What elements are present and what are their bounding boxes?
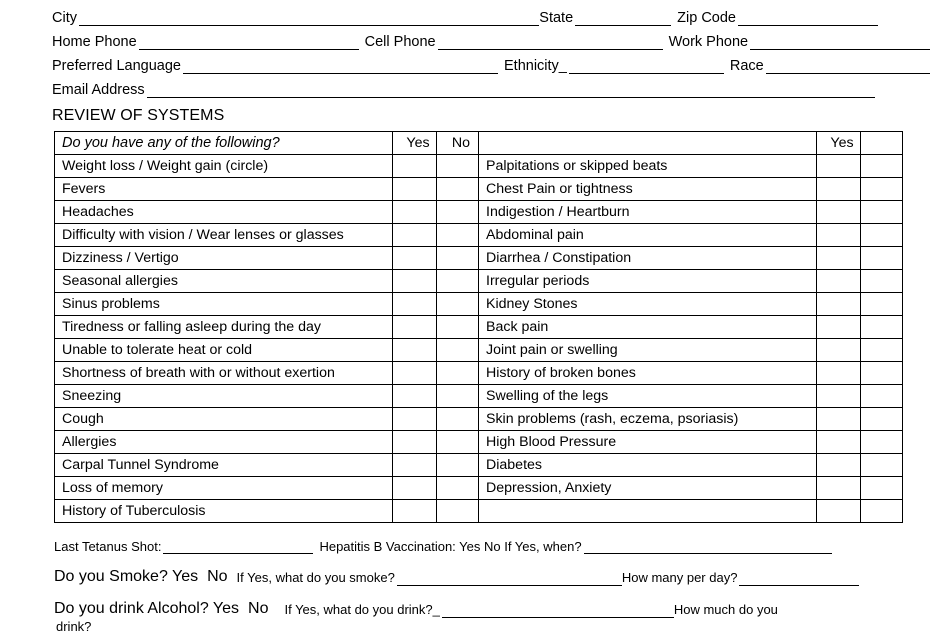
ros-item-right: Skin problems (rash, eczema, psoriasis) <box>479 408 817 431</box>
table-row <box>55 201 903 224</box>
ros-item-right: Back pain <box>479 316 817 339</box>
zip-code-label: Zip Code <box>677 10 736 26</box>
ros-item-left: Tiredness or falling asleep during the day <box>55 316 393 339</box>
ros-item-right: Palpitations or skipped beats <box>479 155 817 178</box>
ros-item-left: Sinus problems <box>55 293 393 316</box>
address-row <box>52 2 878 26</box>
table-row <box>55 339 903 362</box>
ros-yes-checkbox-right[interactable] <box>817 178 861 201</box>
ros-no-checkbox-left[interactable] <box>437 408 479 431</box>
ros-yes-header-left: Yes <box>393 132 437 155</box>
ros-item-right: Chest Pain or tightness <box>479 178 817 201</box>
review-of-systems-title: REVIEW OF SYSTEMS <box>52 107 225 124</box>
ros-item-right: Diabetes <box>479 454 817 477</box>
ros-right-header <box>479 132 817 155</box>
race-label: Race <box>729 58 764 74</box>
smoke-type-input-line[interactable] <box>397 570 622 586</box>
ros-item-left: Cough <box>55 408 393 431</box>
ros-no-checkbox-right[interactable] <box>861 454 903 477</box>
review-of-systems-table <box>54 131 903 523</box>
ros-prompt-header: Do you have any of the following? <box>55 132 393 155</box>
ros-item-right: Irregular periods <box>479 270 817 293</box>
preferred-language-label: Preferred Language <box>52 58 181 74</box>
smoke-question-label: Do you Smoke? Yes <box>54 568 199 585</box>
ros-yes-header-right: Yes <box>817 132 861 155</box>
ros-yes-checkbox-left[interactable] <box>393 500 437 523</box>
ros-yes-checkbox-left[interactable] <box>393 362 437 385</box>
ros-no-checkbox-right[interactable] <box>861 155 903 178</box>
ros-no-checkbox-left[interactable] <box>437 477 479 500</box>
table-row <box>55 316 903 339</box>
ros-yes-checkbox-right[interactable] <box>817 224 861 247</box>
alcohol-no-option[interactable]: No <box>248 600 269 617</box>
vaccination-row <box>54 532 878 554</box>
smoke-per-day-input-line[interactable] <box>739 570 859 586</box>
email-address-input-line[interactable] <box>147 82 875 98</box>
work-phone-input-line[interactable] <box>750 34 930 50</box>
ros-no-header-right <box>861 132 903 155</box>
smoking-row <box>54 560 878 586</box>
ros-item-left: Seasonal allergies <box>55 270 393 293</box>
home-phone-label: Home Phone <box>52 34 137 50</box>
ros-yes-checkbox-right[interactable] <box>817 293 861 316</box>
ros-yes-checkbox-right[interactable] <box>817 385 861 408</box>
city-label: City <box>52 10 77 26</box>
table-row <box>55 477 903 500</box>
ros-item-left: Weight loss / Weight gain (circle) <box>55 155 393 178</box>
table-row <box>55 362 903 385</box>
ros-no-checkbox-left[interactable] <box>437 247 479 270</box>
ros-no-checkbox-left[interactable] <box>437 224 479 247</box>
alcohol-amount-label: How much do you <box>673 602 778 617</box>
demographics-section <box>52 0 878 98</box>
ros-yes-checkbox-right[interactable] <box>817 339 861 362</box>
table-row <box>55 500 903 523</box>
ros-yes-checkbox-left[interactable] <box>393 316 437 339</box>
table-row <box>55 270 903 293</box>
ros-no-checkbox-right[interactable] <box>861 178 903 201</box>
alcohol-type-input-line[interactable] <box>442 602 674 618</box>
ros-yes-checkbox-right[interactable] <box>817 454 861 477</box>
ros-no-checkbox-right[interactable] <box>861 270 903 293</box>
alcohol-question-label: Do you drink Alcohol? Yes <box>54 600 240 617</box>
ros-item-right: History of broken bones <box>479 362 817 385</box>
alcohol-followup-label: If Yes, what do you drink?_ <box>284 602 440 617</box>
ros-no-checkbox-left[interactable] <box>437 362 479 385</box>
race-input-line[interactable] <box>766 58 930 74</box>
ros-yes-checkbox-left[interactable] <box>393 385 437 408</box>
table-row <box>55 454 903 477</box>
ros-no-checkbox-right[interactable] <box>861 224 903 247</box>
language-ethnicity-race-row <box>52 50 878 74</box>
preferred-language-input-line[interactable] <box>183 58 498 74</box>
hepatitis-b-vaccination-label: Hepatitis B Vaccination: Yes No If Yes, when? <box>319 539 582 554</box>
table-row <box>55 224 903 247</box>
ethnicity-label: Ethnicity_ <box>504 58 567 74</box>
last-tetanus-shot-input-line[interactable] <box>163 538 313 554</box>
email-address-label: Email Address <box>52 82 145 98</box>
ros-yes-checkbox-left[interactable] <box>393 224 437 247</box>
ros-yes-checkbox-right[interactable] <box>817 408 861 431</box>
table-row <box>55 293 903 316</box>
ros-item-right: Indigestion / Heartburn <box>479 201 817 224</box>
ros-item-right: Joint pain or swelling <box>479 339 817 362</box>
state-input-line[interactable] <box>575 10 671 26</box>
ros-item-left: Difficulty with vision / Wear lenses or glasses <box>55 224 393 247</box>
ros-no-checkbox-left[interactable] <box>437 385 479 408</box>
ros-item-right: High Blood Pressure <box>479 431 817 454</box>
phones-row <box>52 26 878 50</box>
ros-no-checkbox-right[interactable] <box>861 316 903 339</box>
ros-item-right: Swelling of the legs <box>479 385 817 408</box>
ros-no-checkbox-right[interactable] <box>861 339 903 362</box>
ros-item-left: Dizziness / Vertigo <box>55 247 393 270</box>
ros-yes-checkbox-right[interactable] <box>817 201 861 224</box>
alcohol-amount-label-continued: drink? <box>56 619 92 634</box>
table-row <box>55 385 903 408</box>
ros-no-checkbox-right[interactable] <box>861 247 903 270</box>
ros-no-checkbox-left[interactable] <box>437 293 479 316</box>
ros-yes-checkbox-right[interactable] <box>817 431 861 454</box>
table-row <box>55 247 903 270</box>
state-label: State <box>539 10 574 26</box>
ros-no-header-left: No <box>437 132 479 155</box>
ros-table-body <box>55 132 903 523</box>
ros-yes-checkbox-left[interactable] <box>393 431 437 454</box>
city-input-line[interactable] <box>79 10 539 26</box>
ros-item-right: Kidney Stones <box>479 293 817 316</box>
hepatitis-b-date-input-line[interactable] <box>584 538 832 554</box>
ros-no-checkbox-left[interactable] <box>437 454 479 477</box>
ros-item-right <box>479 500 817 523</box>
last-tetanus-shot-label: Last Tetanus Shot: <box>54 539 162 554</box>
ros-yes-checkbox-right[interactable] <box>817 155 861 178</box>
alcohol-row <box>54 592 878 618</box>
ros-item-left: Allergies <box>55 431 393 454</box>
table-row <box>55 431 903 454</box>
ros-item-left: History of Tuberculosis <box>55 500 393 523</box>
table-row <box>55 178 903 201</box>
ros-item-right: Abdominal pain <box>479 224 817 247</box>
zip-code-input-line[interactable] <box>738 10 878 26</box>
ros-yes-checkbox-left[interactable] <box>393 293 437 316</box>
ros-no-checkbox-right[interactable] <box>861 431 903 454</box>
cell-phone-label: Cell Phone <box>364 34 436 50</box>
ros-no-checkbox-right[interactable] <box>861 500 903 523</box>
ros-item-right: Diarrhea / Constipation <box>479 247 817 270</box>
ros-item-left: Unable to tolerate heat or cold <box>55 339 393 362</box>
ros-item-left: Fevers <box>55 178 393 201</box>
ros-yes-checkbox-left[interactable] <box>393 477 437 500</box>
ros-no-checkbox-right[interactable] <box>861 293 903 316</box>
ros-item-right: Depression, Anxiety <box>479 477 817 500</box>
ros-yes-checkbox-right[interactable] <box>817 270 861 293</box>
table-row <box>55 408 903 431</box>
ros-no-checkbox-right[interactable] <box>861 477 903 500</box>
ros-no-checkbox-right[interactable] <box>861 201 903 224</box>
ros-yes-checkbox-right[interactable] <box>817 316 861 339</box>
ethnicity-input-line[interactable] <box>569 58 724 74</box>
ros-no-checkbox-right[interactable] <box>861 362 903 385</box>
ros-no-checkbox-left[interactable] <box>437 201 479 224</box>
ros-no-checkbox-left[interactable] <box>437 270 479 293</box>
smoke-followup-label: If Yes, what do you smoke? <box>236 570 395 585</box>
ros-item-left: Shortness of breath with or without exertion <box>55 362 393 385</box>
ros-item-left: Loss of memory <box>55 477 393 500</box>
ros-item-left: Carpal Tunnel Syndrome <box>55 454 393 477</box>
ros-no-checkbox-left[interactable] <box>437 431 479 454</box>
ros-no-checkbox-left[interactable] <box>437 178 479 201</box>
ros-yes-checkbox-right[interactable] <box>817 247 861 270</box>
cell-phone-input-line[interactable] <box>438 34 663 50</box>
ros-yes-checkbox-left[interactable] <box>393 454 437 477</box>
ros-no-checkbox-left[interactable] <box>437 500 479 523</box>
ros-item-left: Headaches <box>55 201 393 224</box>
history-questions-section <box>54 532 878 634</box>
smoke-per-day-label: How many per day? <box>621 570 738 585</box>
ros-yes-checkbox-left[interactable] <box>393 408 437 431</box>
ros-header-row <box>55 132 903 155</box>
table-row <box>55 155 903 178</box>
ros-item-left: Sneezing <box>55 385 393 408</box>
ros-yes-checkbox-left[interactable] <box>393 270 437 293</box>
email-row <box>52 74 878 98</box>
ros-no-checkbox-right[interactable] <box>861 408 903 431</box>
ros-yes-checkbox-left[interactable] <box>393 155 437 178</box>
ros-yes-checkbox-right[interactable] <box>817 362 861 385</box>
ros-no-checkbox-left[interactable] <box>437 339 479 362</box>
ros-yes-checkbox-right[interactable] <box>817 500 861 523</box>
work-phone-label: Work Phone <box>668 34 749 50</box>
ros-yes-checkbox-left[interactable] <box>393 201 437 224</box>
ros-no-checkbox-right[interactable] <box>861 385 903 408</box>
smoke-no-option[interactable]: No <box>207 568 228 585</box>
ros-no-checkbox-left[interactable] <box>437 155 479 178</box>
home-phone-input-line[interactable] <box>139 34 359 50</box>
ros-yes-checkbox-right[interactable] <box>817 477 861 500</box>
ros-yes-checkbox-left[interactable] <box>393 247 437 270</box>
ros-no-checkbox-left[interactable] <box>437 316 479 339</box>
ros-yes-checkbox-left[interactable] <box>393 178 437 201</box>
ros-yes-checkbox-left[interactable] <box>393 339 437 362</box>
